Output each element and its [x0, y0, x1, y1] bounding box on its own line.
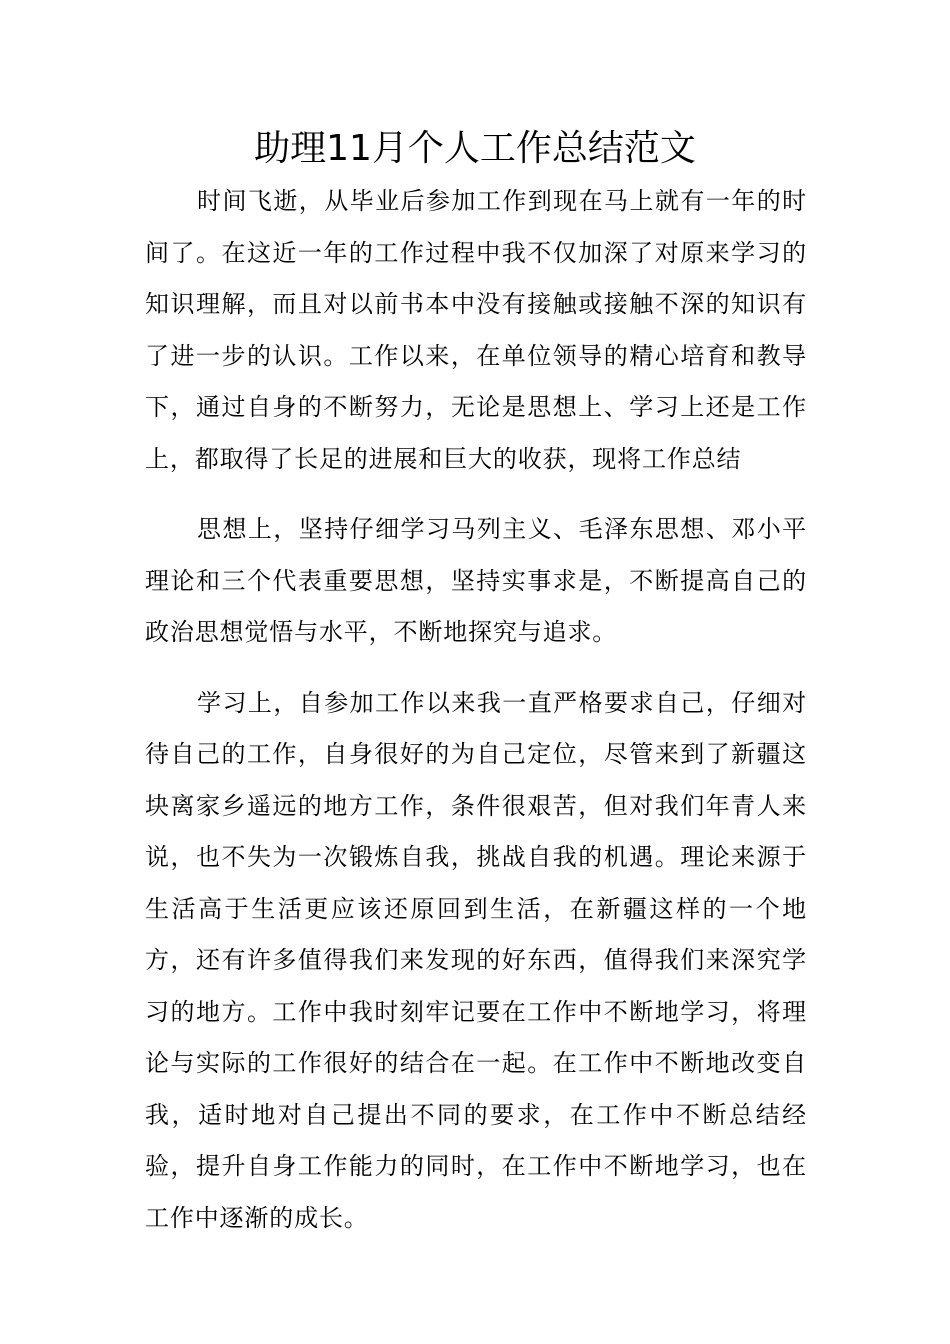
document-body [145, 176, 807, 1244]
paragraph-thought: 思想上，坚持仔细学习马列主义、毛泽东思想、邓小平理论和三个代表重要思想，坚持实事求是，不断提高自己的政治思想觉悟与水平，不断地探究与追求。 [145, 515, 807, 646]
document-title: 助理11月个人工作总结范文 [254, 128, 696, 169]
paragraph-study: 学习上，自参加工作以来我一直严格要求自己，仔细对待自己的工作，自身很好的为自己定位，尽管来到了新疆这块离家乡遥远的地方工作，条件很艰苦，但对我们年青人来说，也不失为一次锻炼自我，挑战自我的机遇。理论来源于生活高于生活更应该还原回到生活，在新疆这样的一个地方，还有许多值得我们来发现的好东西，值得我们来深究学习的地方。工作中我时刻牢记要在工作中不断地学习，将理论与实际的工作很好的结合在一起。在工作中不断地改变自我，适时地对自己提出不同的要求，在工作中不断总结经验，提升自身工作能力的同时，在工作中不断地学习，也在工作中逐渐的成长。 [145, 688, 807, 1232]
paragraph-intro: 时间飞逝，从毕业后参加工作到现在马上就有一年的时间了。在这近一年的工作过程中我不仅加深了对原来学习的知识理解，而且对以前书本中没有接触或接触不深的知识有了进一步的认识。工作以来，在单位领导的精心培育和教导下，通过自身的不断努力，无论是思想上、学习上还是工作上，都取得了长足的进展和巨大的收获，现将工作总结 [145, 187, 807, 473]
